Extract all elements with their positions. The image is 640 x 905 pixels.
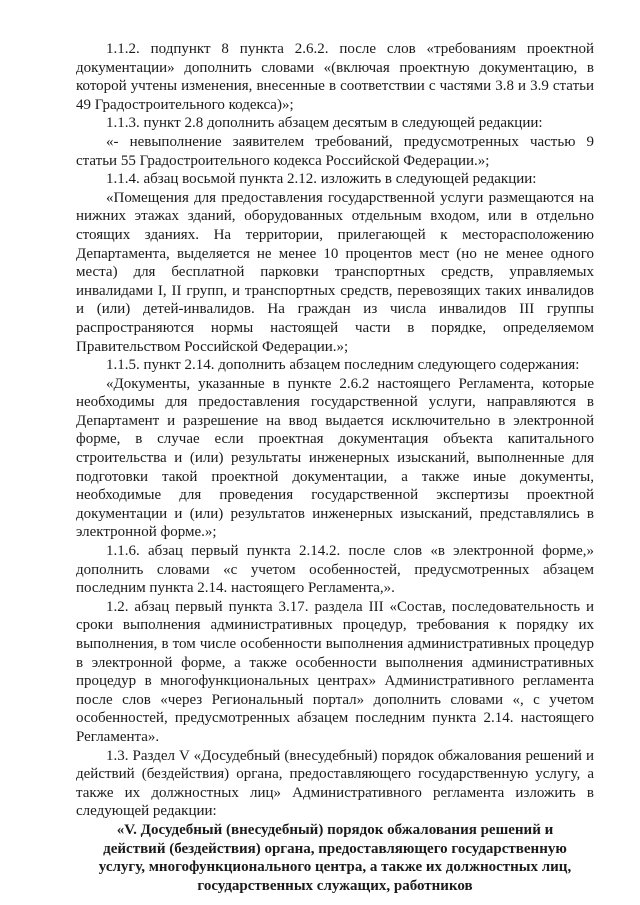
paragraph-1-1-4: 1.1.4. абзац восьмой пункта 2.12. изложить в следующей редакции: — [106, 171, 537, 188]
paragraph-quote-premises: «Помещения для предоставления государственной услуги размещаются на нижних этажах зданий, оборудованных отдельным входом, или в отдельно стоящих зданиях. На территории, прилегающей к месторасположению Департамента, выделяется не менее 10 процентов мест (но не менее одного места) для бесплатной парковки транспортных средств, управляемых инвалидами I, II групп, и транспортных средств, перевозящих таких инвалидов и (или) детей-инвалидов. На граждан из числа инвалидов III группы распространяются нормы настоящей части в порядке, определяемом Правительством Российской Федерации.»; — [76, 189, 594, 355]
paragraph-1-3: 1.3. Раздел V «Досудебный (внесудебный) порядок обжалования решений и действий (бездействия) органа, предоставляющего государственную услугу, а также их должностных лиц» Административного регламента изложить в следующей редакции: — [76, 747, 594, 820]
document-page — [76, 40, 594, 895]
paragraph-1-1-2: 1.1.2. подпункт 8 пункта 2.6.2. после слов «требованиям проектной документации» дополнить словами «(включая проектную документацию, в которой учтены изменения, внесенные в соответствии с частями 3.8 и 3.9 статьи 49 Градостроительного кодекса)»; — [76, 41, 594, 113]
paragraph-quote-documents: «Документы, указанные в пункте 2.6.2 настоящего Регламента, которые необходимы для предоставления государственной услуги, направляются в Департамент и разрешение на ввод выдается исключительно в электронной форме, в случае если проектная документация объекта капитального строительства и (или) результаты инженерных изысканий, выполненные для подготовки такой проектной документации, а также иные документы, необходимые для проведения государственной экспертизы проектной документации и (или) результатов инженерных изысканий, представлялись в электронной форме.»; — [76, 375, 594, 541]
section-heading: «V. Досудебный (внесудебный) порядок обжалования решений и действий (бездействия) органа, предоставляющего государственную услугу, многофункционального центра, а также их должностных лиц, государственных служащих, работников — [98, 821, 572, 894]
paragraph-1-1-3: 1.1.3. пункт 2.8 дополнить абзацем десятым в следующей редакции: — [106, 115, 543, 132]
paragraph-1-1-5: 1.1.5. пункт 2.14. дополнить абзацем последним следующего содержания: — [106, 357, 580, 374]
paragraph-1-1-6: 1.1.6. абзац первый пункта 2.14.2. после слов «в электронной форме,» дополнить словами «с учетом особенностей, предусмотренных абзацем последним пункта 2.14. настоящего Регламента,». — [76, 543, 594, 597]
paragraph-1-2: 1.2. абзац первый пункта 3.17. раздела III «Состав, последовательность и сроки выполнения административных процедур, требования к порядку их выполнения, в том числе особенности выполнения административных процедур в электронной форме, а также особенности выполнения административных процедур в многофункциональных центрах» Административного регламента после слов «через Региональный портал» дополнить словами «, с учетом особенностей, предусмотренных абзацем последним пункта 2.14. настоящего Регламента». — [76, 598, 594, 745]
paragraph-quote-part-9: «- невыполнение заявителем требований, предусмотренных частью 9 статьи 55 Градостроительного кодекса Российской Федерации.»; — [76, 133, 594, 169]
